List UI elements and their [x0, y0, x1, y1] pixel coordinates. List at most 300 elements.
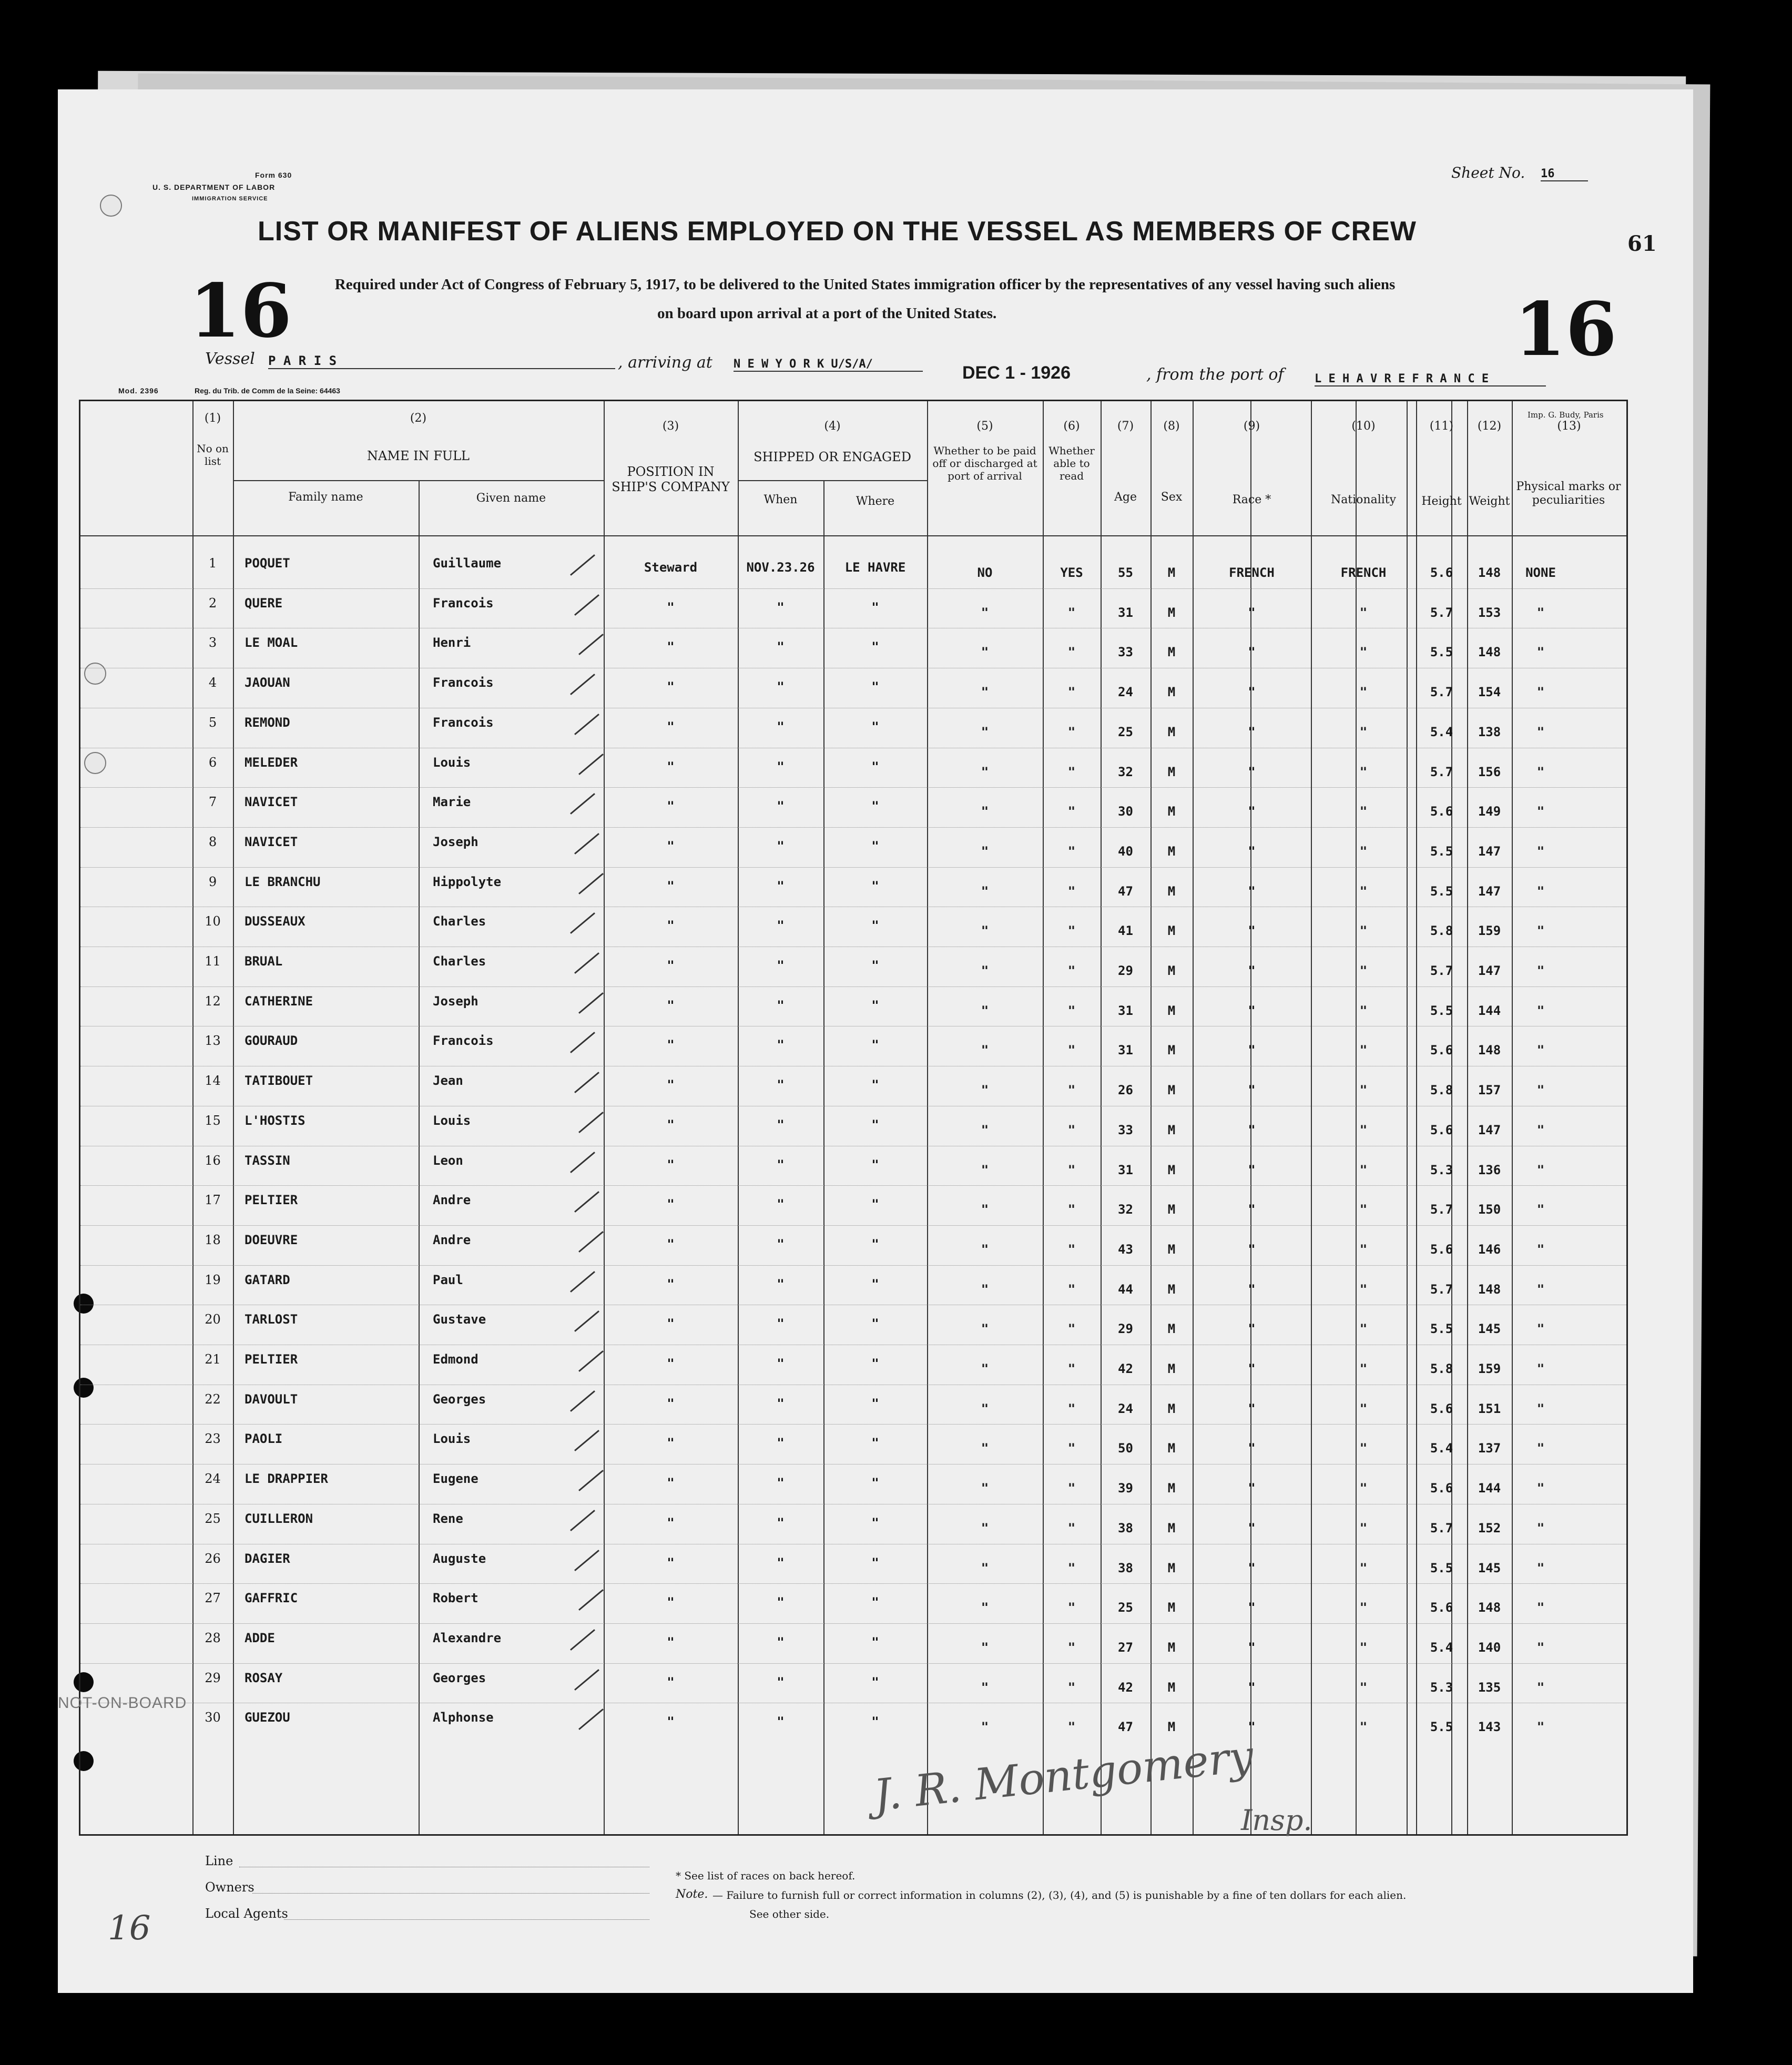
- cell-sex: M: [1167, 1122, 1176, 1137]
- cell-marks: ": [1536, 1361, 1545, 1376]
- cell-marks: ": [1536, 724, 1545, 739]
- cell-no: 9: [208, 874, 217, 889]
- cell-paid: ": [981, 1003, 989, 1018]
- cell-given: Gustave: [433, 1312, 486, 1327]
- cell-paid: ": [981, 1560, 989, 1575]
- cell-given: Guillaume: [433, 556, 502, 571]
- cell-position: ": [667, 1316, 675, 1331]
- cell-when: ": [777, 599, 785, 615]
- cell-family: JAOUAN: [245, 675, 290, 690]
- cell-weight: 147: [1478, 843, 1501, 859]
- footer-owners-rule: [252, 1893, 649, 1894]
- cell-nationality: ": [1359, 1122, 1368, 1137]
- cell-nationality: ": [1359, 1321, 1368, 1337]
- table-row: [80, 1345, 1626, 1385]
- cell-weight: 147: [1478, 963, 1501, 978]
- cell-age: 47: [1118, 883, 1133, 899]
- col1-label: No on list: [197, 442, 229, 467]
- header-rule: [80, 535, 1626, 536]
- cell-sex: M: [1167, 1083, 1176, 1098]
- cell-height: 5.7: [1430, 1202, 1453, 1217]
- cell-race: ": [1248, 1281, 1256, 1297]
- table-row: [80, 1424, 1626, 1464]
- col13-number: (13): [1557, 420, 1581, 433]
- cell-paid: ": [981, 1242, 989, 1257]
- cell-read: ": [1067, 724, 1076, 739]
- cell-given: Charles: [433, 954, 486, 969]
- cell-no: 29: [205, 1670, 221, 1685]
- cell-age: 30: [1118, 804, 1133, 819]
- cell-height: 5.8: [1430, 923, 1453, 939]
- cell-given: Georges: [433, 1391, 486, 1407]
- cell-sex: M: [1167, 1202, 1176, 1217]
- table-row: [80, 1504, 1626, 1544]
- cell-sex: M: [1167, 1281, 1176, 1297]
- cell-given: Louis: [433, 1431, 471, 1447]
- cell-sex: M: [1167, 1640, 1176, 1655]
- cell-family: DAGIER: [245, 1551, 290, 1566]
- cell-marks: ": [1536, 1202, 1545, 1217]
- cell-paid: ": [981, 843, 989, 859]
- cell-nationality: ": [1359, 1720, 1368, 1735]
- footer-note-label: Note.: [676, 1888, 708, 1901]
- arriving-port: N E W Y O R K U/S/A/: [734, 358, 923, 372]
- cell-read: ": [1067, 1640, 1076, 1655]
- cell-family: NAVICET: [245, 834, 298, 849]
- cell-given: Charles: [433, 914, 486, 929]
- cell-weight: 145: [1478, 1560, 1501, 1575]
- cell-given: Francois: [433, 715, 494, 730]
- cell-position: ": [667, 719, 675, 734]
- cell-when: ": [777, 1236, 785, 1252]
- cell-sex: M: [1167, 963, 1176, 978]
- cell-weight: 145: [1478, 1321, 1501, 1337]
- cell-no: 23: [205, 1431, 221, 1447]
- cell-sex: M: [1167, 1361, 1176, 1376]
- col11-label: Height: [1421, 495, 1462, 508]
- cell-nationality: ": [1359, 1361, 1368, 1376]
- cell-race: ": [1248, 843, 1256, 859]
- cell-nationality: FRENCH: [1340, 565, 1387, 580]
- cell-read: ": [1067, 1202, 1076, 1217]
- cell-position: ": [667, 838, 675, 853]
- cell-where: ": [871, 1515, 879, 1530]
- cell-where: ": [871, 1436, 879, 1451]
- cell-no: 27: [205, 1591, 221, 1606]
- cell-position: ": [667, 1236, 675, 1252]
- cell-when: ": [777, 1157, 785, 1172]
- cell-race: ": [1248, 685, 1256, 700]
- cell-where: ": [871, 759, 879, 774]
- cell-marks: ": [1536, 1242, 1545, 1257]
- cell-when: ": [777, 1634, 785, 1650]
- cell-no: 17: [205, 1193, 221, 1208]
- cell-age: 42: [1118, 1361, 1133, 1376]
- cell-marks: ": [1536, 1043, 1545, 1058]
- header-rule: [738, 480, 927, 481]
- cell-nationality: ": [1359, 1441, 1368, 1456]
- cell-where: ": [871, 1037, 879, 1053]
- table-row: [80, 787, 1626, 827]
- cell-given: Louis: [433, 755, 471, 770]
- footer-owners-label: Owners: [205, 1880, 254, 1895]
- cell-where: ": [871, 639, 879, 655]
- cell-paid: ": [981, 883, 989, 899]
- cell-marks: ": [1536, 1083, 1545, 1098]
- cell-given: Francois: [433, 675, 494, 690]
- cell-position: ": [667, 1276, 675, 1291]
- cell-position: Steward: [644, 560, 698, 575]
- cell-family: POQUET: [245, 556, 290, 571]
- cell-race: ": [1248, 1481, 1256, 1496]
- cell-where: ": [871, 1157, 879, 1172]
- cell-read: ": [1067, 1441, 1076, 1456]
- cell-family: GUEZOU: [245, 1710, 290, 1725]
- table-row: [80, 867, 1626, 907]
- cell-height: 5.4: [1430, 724, 1453, 739]
- cell-when: ": [777, 1396, 785, 1411]
- cell-position: ": [667, 1634, 675, 1650]
- col3-label: POSITION IN SHIP'S COMPANY: [612, 464, 730, 494]
- cell-height: 5.4: [1430, 1441, 1453, 1456]
- cell-position: ": [667, 599, 675, 615]
- cell-no: 4: [208, 675, 217, 690]
- arriving-label: , arriving at: [618, 353, 712, 372]
- cell-position: ": [667, 998, 675, 1013]
- col6-label: Whether able to read: [1048, 444, 1095, 482]
- cell-race: ": [1248, 645, 1256, 660]
- cell-given: Edmond: [433, 1352, 478, 1367]
- table-row: [80, 1066, 1626, 1106]
- cell-nationality: ": [1359, 883, 1368, 899]
- cell-marks: ": [1536, 1281, 1545, 1297]
- cell-when: ": [777, 1555, 785, 1570]
- col4-label: SHIPPED OR ENGAGED: [754, 450, 911, 464]
- cell-position: ": [667, 1674, 675, 1690]
- cell-age: 33: [1118, 1122, 1133, 1137]
- cell-family: BRUAL: [245, 954, 283, 969]
- cell-race: ": [1248, 764, 1256, 779]
- cell-paid: ": [981, 685, 989, 700]
- cell-given: Joseph: [433, 993, 478, 1009]
- cell-race: FRENCH: [1229, 565, 1275, 580]
- cell-weight: 148: [1478, 1281, 1501, 1297]
- cell-family: PELTIER: [245, 1352, 298, 1367]
- cell-where: ": [871, 1077, 879, 1093]
- cell-family: QUERE: [245, 595, 283, 611]
- cell-nationality: ": [1359, 1202, 1368, 1217]
- cell-height: 5.7: [1430, 605, 1453, 620]
- cell-marks: ": [1536, 1401, 1545, 1416]
- cell-weight: 156: [1478, 764, 1501, 779]
- cell-when: ": [777, 838, 785, 853]
- cell-where: ": [871, 1236, 879, 1252]
- cell-when: ": [777, 759, 785, 774]
- table-row: [80, 1623, 1626, 1663]
- vessel-name: P A R I S: [268, 353, 615, 369]
- cell-read: ": [1067, 1720, 1076, 1735]
- cell-family: LE MOAL: [245, 635, 298, 650]
- cell-read: ": [1067, 605, 1076, 620]
- cell-family: DOEUVRE: [245, 1232, 298, 1247]
- cell-family: DAVOULT: [245, 1391, 298, 1407]
- cell-paid: ": [981, 1680, 989, 1695]
- cell-family: REMOND: [245, 715, 290, 730]
- cell-height: 5.6: [1430, 1043, 1453, 1058]
- cell-age: 31: [1118, 1003, 1133, 1018]
- row-divider: [80, 1663, 1626, 1664]
- cell-where: ": [871, 1356, 879, 1371]
- cell-given: Alexandre: [433, 1630, 502, 1645]
- cell-nationality: ": [1359, 1600, 1368, 1615]
- col13-label: Physical marks or peculiarities: [1516, 480, 1621, 507]
- row-divider: [80, 1185, 1626, 1186]
- cell-where: ": [871, 838, 879, 853]
- cell-height: 5.5: [1430, 645, 1453, 660]
- cell-no: 8: [208, 834, 217, 849]
- table-row: [80, 1265, 1626, 1305]
- header-rule: [233, 480, 604, 481]
- cell-age: 27: [1118, 1640, 1133, 1655]
- vessel-label: Vessel: [205, 350, 255, 368]
- cell-weight: 138: [1478, 724, 1501, 739]
- inspector-title: Insp.: [1241, 1804, 1312, 1837]
- form-number: Form 630: [255, 171, 292, 179]
- cell-age: 26: [1118, 1083, 1133, 1098]
- cell-race: ": [1248, 1242, 1256, 1257]
- row-divider: [80, 867, 1626, 868]
- cell-read: ": [1067, 1680, 1076, 1695]
- cell-sex: M: [1167, 565, 1176, 580]
- cell-position: ": [667, 1555, 675, 1570]
- col4-number: (4): [824, 420, 841, 433]
- cell-sex: M: [1167, 764, 1176, 779]
- cell-race: ": [1248, 1640, 1256, 1655]
- handwritten-16: 16: [108, 1909, 151, 1948]
- cell-position: ": [667, 878, 675, 893]
- cell-given: Andre: [433, 1232, 471, 1247]
- cell-given: Francois: [433, 1033, 494, 1049]
- cell-read: ": [1067, 1481, 1076, 1496]
- cell-when: ": [777, 1515, 785, 1530]
- cell-weight: 148: [1478, 1600, 1501, 1615]
- cell-read: ": [1067, 1560, 1076, 1575]
- cell-weight: 144: [1478, 1481, 1501, 1496]
- cell-when: NOV.23.26: [746, 560, 815, 575]
- cell-family: MELEDER: [245, 755, 298, 770]
- stamp-number-right: 16: [1514, 287, 1617, 373]
- cell-where: ": [871, 719, 879, 734]
- cell-weight: 137: [1478, 1441, 1501, 1456]
- cell-age: 32: [1118, 1202, 1133, 1217]
- cell-height: 5.6: [1430, 1122, 1453, 1137]
- col4-where-label: Where: [856, 495, 895, 508]
- cell-height: 5.7: [1430, 764, 1453, 779]
- cell-weight: 159: [1478, 923, 1501, 939]
- cell-age: 50: [1118, 1441, 1133, 1456]
- cell-given: Henri: [433, 635, 471, 650]
- cell-where: ": [871, 1316, 879, 1331]
- cell-height: 5.7: [1430, 1520, 1453, 1535]
- cell-family: PELTIER: [245, 1193, 298, 1208]
- row-divider: [80, 1225, 1626, 1226]
- cell-paid: ": [981, 1361, 989, 1376]
- cell-height: 5.5: [1430, 1720, 1453, 1735]
- cell-age: 31: [1118, 605, 1133, 620]
- cell-given: Alphonse: [433, 1710, 494, 1725]
- cell-read: ": [1067, 1122, 1076, 1137]
- col-divider: [1416, 401, 1417, 1834]
- cell-weight: 157: [1478, 1083, 1501, 1098]
- cell-no: 2: [208, 595, 217, 611]
- cell-age: 33: [1118, 645, 1133, 660]
- cell-given: Georges: [433, 1670, 486, 1685]
- cell-paid: ": [981, 1043, 989, 1058]
- cell-paid: ": [981, 963, 989, 978]
- cell-height: 5.6: [1430, 1481, 1453, 1496]
- cell-age: 24: [1118, 685, 1133, 700]
- cell-family: GAFFRIC: [245, 1591, 298, 1606]
- cell-marks: ": [1536, 923, 1545, 939]
- cell-given: Rene: [433, 1511, 463, 1526]
- cell-no: 1: [208, 556, 217, 571]
- cell-when: ": [777, 958, 785, 973]
- cell-read: ": [1067, 804, 1076, 819]
- col5-number: (5): [976, 420, 993, 433]
- cell-where: ": [871, 998, 879, 1013]
- punch-hole: [100, 195, 122, 217]
- cell-read: ": [1067, 1401, 1076, 1416]
- cell-age: 32: [1118, 764, 1133, 779]
- cell-marks: ": [1536, 1720, 1545, 1735]
- cell-where: ": [871, 878, 879, 893]
- col9-number: (9): [1243, 420, 1260, 433]
- cell-age: 29: [1118, 1321, 1133, 1337]
- footer-agents-rule: [284, 1919, 649, 1920]
- cell-race: ": [1248, 1680, 1256, 1695]
- arrival-date: DEC 1 - 1926: [962, 363, 1071, 383]
- cell-sex: M: [1167, 685, 1176, 700]
- cell-race: ": [1248, 963, 1256, 978]
- cell-marks: ": [1536, 685, 1545, 700]
- cell-read: ": [1067, 1083, 1076, 1098]
- cell-when: ": [777, 1356, 785, 1371]
- cell-sex: M: [1167, 1162, 1176, 1177]
- row-divider: [80, 1265, 1626, 1266]
- cell-no: 12: [205, 993, 221, 1009]
- cell-read: ": [1067, 963, 1076, 978]
- cell-family: NAVICET: [245, 795, 298, 810]
- cell-no: 13: [205, 1033, 221, 1049]
- cell-position: ": [667, 1037, 675, 1053]
- table-row: [80, 668, 1626, 708]
- cell-sex: M: [1167, 1003, 1176, 1018]
- cell-when: ": [777, 1436, 785, 1451]
- cell-age: 25: [1118, 1600, 1133, 1615]
- cell-no: 15: [205, 1113, 221, 1128]
- cell-marks: ": [1536, 645, 1545, 660]
- cell-nationality: ": [1359, 645, 1368, 660]
- cell-position: ": [667, 1077, 675, 1093]
- row-divider: [80, 1623, 1626, 1624]
- reg-text: Reg. du Trib. de Comm de la Seine: 64463: [195, 386, 340, 395]
- cell-race: ": [1248, 1162, 1256, 1177]
- cell-no: 7: [208, 795, 217, 810]
- cell-when: ": [777, 1077, 785, 1093]
- cell-height: 5.5: [1430, 1003, 1453, 1018]
- cell-family: TASSIN: [245, 1153, 290, 1168]
- cell-nationality: ": [1359, 1481, 1368, 1496]
- table-row: [80, 708, 1626, 748]
- row-divider: [80, 986, 1626, 987]
- col-divider: [1193, 401, 1194, 1834]
- cell-paid: ": [981, 764, 989, 779]
- cell-weight: 135: [1478, 1680, 1501, 1695]
- cell-weight: 159: [1478, 1361, 1501, 1376]
- cell-height: 5.5: [1430, 1321, 1453, 1337]
- cell-sex: M: [1167, 1600, 1176, 1615]
- cell-weight: 148: [1478, 645, 1501, 660]
- cell-marks: ": [1536, 605, 1545, 620]
- cell-height: 5.6: [1430, 1600, 1453, 1615]
- cell-height: 5.5: [1430, 883, 1453, 899]
- printer-text: Imp. G. Budy, Paris: [1528, 410, 1604, 420]
- cell-where: ": [871, 1595, 879, 1610]
- cell-read: ": [1067, 1361, 1076, 1376]
- cell-position: ": [667, 799, 675, 814]
- cell-race: ": [1248, 1083, 1256, 1098]
- cell-height: 5.3: [1430, 1162, 1453, 1177]
- cell-given: Eugene: [433, 1471, 478, 1487]
- cell-no: 11: [205, 954, 221, 969]
- cell-nationality: ": [1359, 1083, 1368, 1098]
- col7-label: Age: [1114, 491, 1137, 504]
- col5-label: Whether to be paid off or discharged at port of arrival: [932, 444, 1037, 482]
- table-row: [80, 1106, 1626, 1146]
- cell-where: ": [871, 1674, 879, 1690]
- cell-weight: 143: [1478, 1720, 1501, 1735]
- cell-when: ": [777, 1037, 785, 1053]
- cell-where: ": [871, 1276, 879, 1291]
- cell-height: 5.5: [1430, 1560, 1453, 1575]
- cell-paid: ": [981, 923, 989, 939]
- cell-height: 5.6: [1430, 1242, 1453, 1257]
- cell-age: 40: [1118, 843, 1133, 859]
- cell-weight: 148: [1478, 1043, 1501, 1058]
- col12-number: (12): [1477, 420, 1502, 433]
- cell-weight: 144: [1478, 1003, 1501, 1018]
- row-divider: [80, 1424, 1626, 1425]
- cell-race: ": [1248, 1003, 1256, 1018]
- cell-read: ": [1067, 1600, 1076, 1615]
- cell-marks: ": [1536, 1441, 1545, 1456]
- cell-family: DUSSEAUX: [245, 914, 306, 929]
- cell-marks: NONE: [1525, 565, 1556, 580]
- cell-paid: ": [981, 1281, 989, 1297]
- cell-marks: ": [1536, 963, 1545, 978]
- cell-nationality: ": [1359, 605, 1368, 620]
- cell-weight: 146: [1478, 1242, 1501, 1257]
- col8-number: (8): [1163, 420, 1180, 433]
- cell-read: ": [1067, 923, 1076, 939]
- cell-height: 5.4: [1430, 1640, 1453, 1655]
- cell-age: 38: [1118, 1520, 1133, 1535]
- cell-when: ": [777, 1476, 785, 1491]
- cell-position: ": [667, 1436, 675, 1451]
- table-row: [80, 1703, 1626, 1743]
- cell-read: ": [1067, 1162, 1076, 1177]
- table-row: [80, 827, 1626, 867]
